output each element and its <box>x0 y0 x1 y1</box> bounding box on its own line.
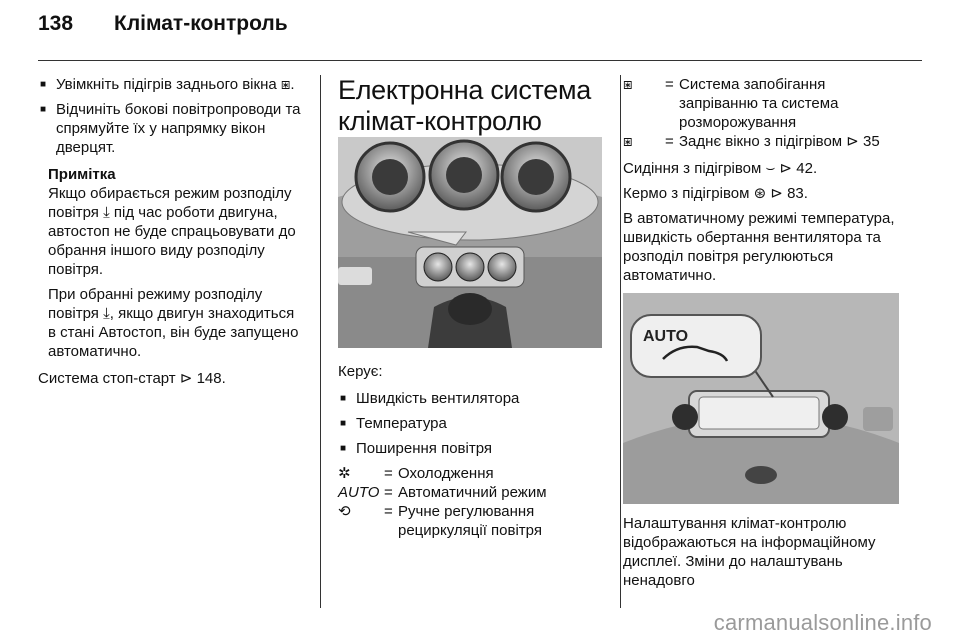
legend-row: ⧆ = Система запобігання запріванню та система розморожування <box>623 75 903 132</box>
list-item: ■ Поширення повітря <box>338 439 604 458</box>
display-paragraph: Налаштування клімат-контролю відображаються на інформаційному дисплеї. Зміни до налаштувань ненадовго <box>623 515 876 589</box>
section-title: Клімат-контроль <box>114 12 288 35</box>
legend-text: Заднє вікно з підігрівом ⊳ 35 <box>679 133 880 150</box>
recirculation-icon: ⟲ <box>338 503 351 520</box>
note-title: Примітка <box>48 166 116 183</box>
list-item: ■ Відчиніть бокові повітропроводи та спрямуйте їх у напрямку вікон дверцят. <box>38 100 306 157</box>
watermark: carmanualsonline.info <box>713 610 932 635</box>
note-block <box>38 165 306 361</box>
legend-text: Охолодження <box>398 465 494 482</box>
list-item: ■ Швидкість вентилятора <box>338 389 604 408</box>
page-number: 138 <box>38 12 74 35</box>
list-item: ■ Температура <box>338 414 604 433</box>
note-paragraph: При обранні режиму розподілу повітря ⤓, якщо двигун знаходиться в стані Автостоп, він буде запущено автоматично. <box>48 286 299 360</box>
heated-seat-reference: Сидіння з підігрівом ⌣ ⊳ 42. <box>623 160 818 177</box>
windscreen-defrost-icon: ⧆ <box>623 76 633 93</box>
legend-text: Автоматичний режим <box>398 484 547 501</box>
middle-column <box>338 75 604 540</box>
legend-text: Ручне регулювання рециркуляції повітря <box>398 503 542 539</box>
auto-icon: AUTO <box>338 484 380 501</box>
legend-text: Система запобігання запріванню та система розморожування <box>679 76 839 131</box>
climate-control-panel-photo <box>338 137 602 348</box>
auto-panel-photo <box>623 293 899 504</box>
auto-mode-paragraph: В автоматичному режимі температура, швидкість обертання вентилятора та розподіл повітря регулюються автоматично. <box>623 210 895 284</box>
dial-left <box>356 143 424 211</box>
note-paragraph: Якщо обирається режим розподілу повітря ⤓ під час роботи двигуна, автостоп не буде спрацьовувати до обрання іншого виду розподілу повітря. <box>48 185 296 278</box>
snowflake-icon: ✲ <box>338 465 351 482</box>
rear-window-heat-icon: ⧆ <box>623 133 633 150</box>
section-heading: Електронна система клімат-контролю <box>338 75 591 136</box>
controls-label: Керує: <box>338 363 383 380</box>
dial-right <box>502 143 570 211</box>
legend-row: AUTO = Автоматичний режим <box>338 483 604 502</box>
startstop-reference: Система стоп-старт ⊳ 148. <box>38 370 226 387</box>
heated-wheel-reference: Кермо з підігрівом ⊛ ⊳ 83. <box>623 185 808 202</box>
page-header <box>38 12 288 36</box>
legend-row: ⟲ = Ручне регулювання рециркуляції повітря <box>338 502 604 540</box>
legend-row: ✲ = Охолодження <box>338 464 604 483</box>
dial-center <box>430 141 498 209</box>
auto-label: AUTO <box>643 328 689 345</box>
header-rule <box>38 60 922 61</box>
legend-row: ⧆ = Заднє вікно з підігрівом ⊳ 35 <box>623 132 903 151</box>
list-item: ■ Увімкніть підігрів заднього вікна ⧆. <box>38 75 306 94</box>
right-column <box>623 75 903 590</box>
left-column <box>38 75 306 388</box>
column-divider-right <box>620 75 621 608</box>
column-divider-left <box>320 75 321 608</box>
